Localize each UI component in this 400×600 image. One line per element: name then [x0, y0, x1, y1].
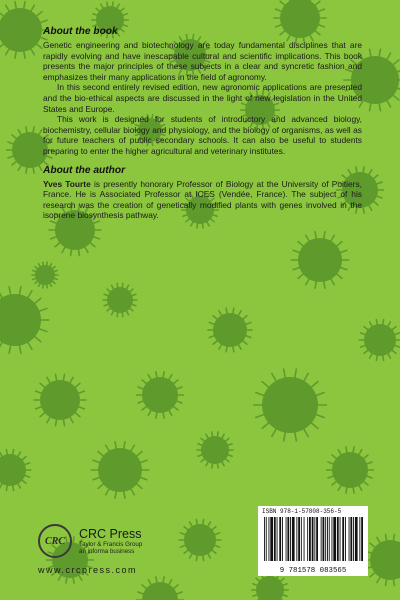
pollen-grain: [364, 534, 400, 585]
barcode-bar: [349, 517, 350, 561]
pollen-grain: [34, 374, 86, 425]
barcode-bar: [325, 517, 326, 561]
publisher-name: CRC Press: [79, 527, 142, 541]
barcode-bar: [340, 517, 341, 561]
pollen-grain: [0, 287, 49, 354]
barcode-bar: [309, 517, 311, 561]
pollen-grain: [137, 577, 184, 600]
barcode-bar: [274, 517, 276, 561]
pollen-grain: [137, 372, 184, 418]
barcode-bar: [345, 517, 346, 561]
barcode-bar: [282, 517, 283, 561]
about-book-heading: About the book: [43, 26, 118, 37]
pollen-grain: [0, 450, 31, 491]
pollen-grain: [197, 432, 233, 468]
publisher-informa: an informa business: [79, 548, 135, 556]
barcode-bar: [279, 517, 281, 561]
barcode-bars: [262, 517, 364, 561]
barcode-bar: [296, 517, 297, 561]
barcode-bar: [342, 517, 344, 561]
author-name: Yves Tourte: [43, 178, 91, 189]
crc-logo-icon: CRC: [38, 524, 72, 558]
isbn-barcode: [258, 506, 368, 576]
about-author-paragraph: [43, 179, 362, 221]
publisher-url: www.crcpress.com: [38, 565, 138, 575]
barcode-bar: [277, 517, 278, 561]
barcode-bar: [333, 517, 336, 561]
barcode-bar: [337, 517, 339, 561]
pollen-grain: [359, 320, 400, 361]
barcode-bar: [298, 517, 300, 561]
publisher-text: [79, 527, 142, 556]
pollen-grain: [208, 308, 252, 352]
about-book-paragraph-3: This work is designed for students of introductory and advanced biology, biochemistry, cellular biology and physiology, and the biology of organisms, as well as for future teachers of public secondary schools. It can also be useful to students preparing to enter the higher agricultural and veterinary institutes.: [43, 114, 362, 156]
barcode-bar: [361, 517, 363, 561]
author-bio: is presently honorary Professor of Biology at the University of Poitiers, France. He is Associated Professor at ICES (Vendée, France). The subject of his research was the creation of genetically modified plants with genes involved in the isoprene biosynthesis pathway.: [43, 178, 362, 221]
barcode-bar: [350, 517, 352, 561]
pollen-grain: [327, 447, 374, 493]
barcode-bar: [287, 517, 289, 561]
about-author-section: [43, 165, 362, 221]
barcode-bar: [286, 517, 287, 561]
about-book-paragraph-1: Genetic engineering and biotechnology are today fundamental disciplines that are rapidly evolving and have inescapable cultural and scientific implications. This book presents the major principles of these subjects in a clear and syncretic fashion and emphasizes their many applications in the field of agronomy.: [43, 40, 362, 82]
pollen-grain: [291, 232, 348, 288]
barcode-number: [262, 564, 364, 574]
barcode-bar: [266, 517, 267, 561]
barcode-bar: [332, 517, 333, 561]
about-book-paragraph-2: In this second entirely revised edition, new agronomic applications are presented and the bio-ethical aspects are discussed in the light of new legislation in the United States and Europe.: [43, 82, 362, 114]
barcode-bar: [359, 517, 360, 561]
barcode-bar: [290, 517, 291, 561]
barcode-bar: [329, 517, 330, 561]
barcode-bar: [307, 517, 308, 561]
barcode-bar: [355, 517, 358, 561]
barcode-bar: [316, 517, 318, 561]
svg-text:9 781578 083565: 9 781578 083565: [279, 567, 347, 574]
pollen-grain: [179, 520, 221, 561]
barcode-bar: [292, 517, 295, 561]
barcode-bar: [301, 517, 302, 561]
pollen-grain: [32, 262, 58, 288]
pollen-grain: [91, 442, 148, 498]
barcode-bar: [314, 517, 315, 561]
pollen-grain: [0, 2, 49, 58]
barcode-bar: [264, 517, 265, 561]
barcode-bar: [353, 517, 354, 561]
isbn-text: ISBN 978-1-57808-356-5: [262, 508, 342, 515]
about-author-heading: About the author: [43, 164, 126, 176]
back-cover-text: [43, 26, 362, 221]
pollen-grain: [254, 369, 327, 441]
barcode-bar: [321, 517, 322, 561]
publisher-group: Taylor & Francis Group: [79, 541, 143, 548]
barcode-bar: [327, 517, 328, 561]
pollen-grain: [103, 283, 137, 316]
barcode-bar: [304, 517, 305, 561]
about-book-section: [43, 26, 362, 157]
barcode-bar: [269, 517, 270, 561]
barcode-bar: [323, 517, 325, 561]
barcode-bar: [312, 517, 314, 561]
barcode-bar: [270, 517, 273, 561]
